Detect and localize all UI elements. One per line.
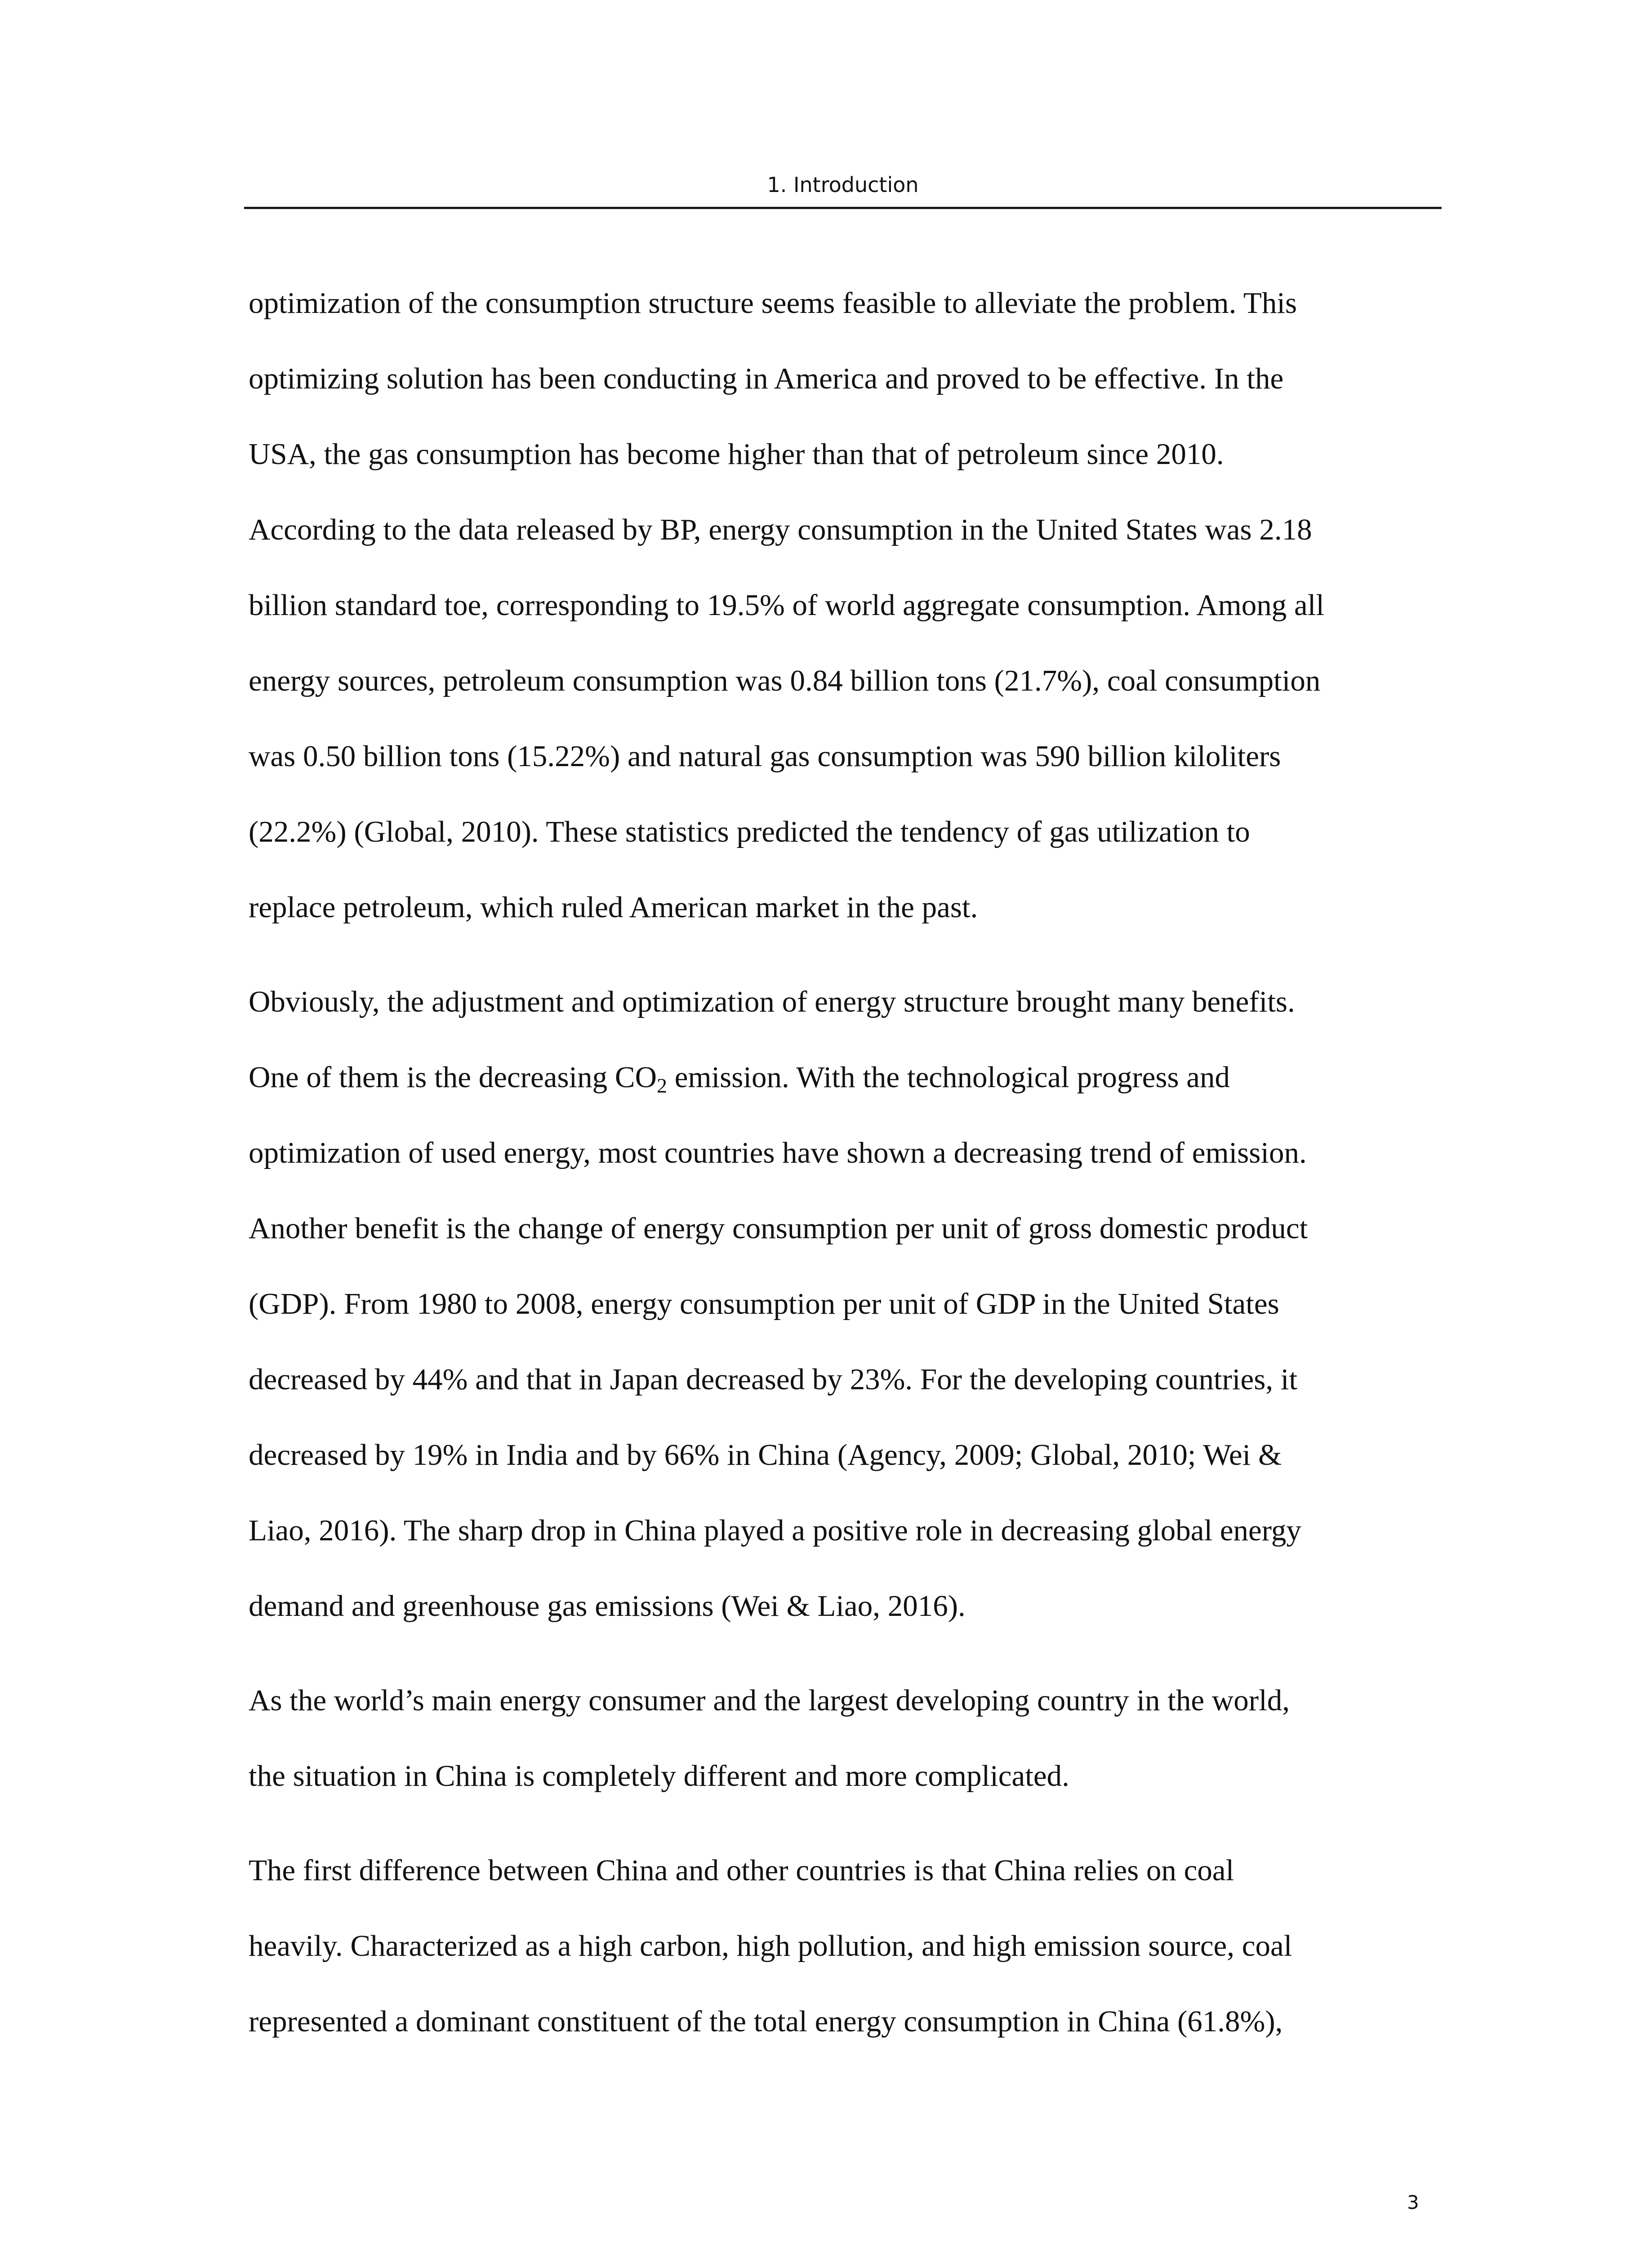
text-line: was 0.50 billion tons (15.22%) and natural gas consumption was 590 billion kiloliters bbox=[249, 740, 1281, 773]
subscript: 2 bbox=[656, 1074, 667, 1097]
page-number: 3 bbox=[1407, 2191, 1419, 2213]
text-line: Obviously, the adjustment and optimization of energy structure brought many benefits. bbox=[249, 985, 1295, 1018]
text-line: energy sources, petroleum consumption was 0.84 billion tons (21.7%), coal consumption bbox=[249, 664, 1321, 697]
text-line: demand and greenhouse gas emissions (Wei & Liao, 2016). bbox=[249, 1589, 966, 1623]
text-line bbox=[249, 1039, 1453, 1115]
text-line: As the world’s main energy consumer and the largest developing country in the world, bbox=[249, 1684, 1290, 1717]
text-segment: One of them is the decreasing CO bbox=[249, 1061, 657, 1094]
text-line: According to the data released by BP, energy consumption in the United States was 2.18 bbox=[249, 513, 1312, 546]
text-line: The first difference between China and other countries is that China relies on coal bbox=[249, 1854, 1234, 1887]
text-line: (GDP). From 1980 to 2008, energy consumption per unit of GDP in the United States bbox=[249, 1287, 1279, 1320]
text-line: the situation in China is completely different and more complicated. bbox=[249, 1759, 1069, 1793]
text-line: heavily. Characterized as a high carbon, high pollution, and high emission source, coal bbox=[249, 1929, 1292, 1963]
paragraph bbox=[249, 1663, 1453, 1814]
text-line: replace petroleum, which ruled American market in the past. bbox=[249, 891, 978, 924]
text-line: decreased by 19% in India and by 66% in China (Agency, 2009; Global, 2010; Wei & bbox=[249, 1438, 1282, 1472]
text-line: optimization of used energy, most countries have shown a decreasing trend of emission. bbox=[249, 1136, 1307, 1169]
header-rule bbox=[244, 207, 1442, 209]
text-line: billion standard toe, corresponding to 19.5% of world aggregate consumption. Among all bbox=[249, 589, 1324, 622]
paragraph bbox=[249, 265, 1453, 945]
text-line: USA, the gas consumption has become higher than that of petroleum since 2010. bbox=[249, 437, 1224, 471]
text-line: (22.2%) (Global, 2010). These statistics predicted the tendency of gas utilization to bbox=[249, 815, 1250, 848]
body-text bbox=[249, 265, 1453, 2078]
text-line: Another benefit is the change of energy consumption per unit of gross domestic product bbox=[249, 1212, 1308, 1245]
text-segment: emission. With the technological progress and bbox=[667, 1061, 1230, 1094]
text-line: optimizing solution has been conducting in America and proved to be effective. In the bbox=[249, 362, 1284, 395]
paragraph bbox=[249, 964, 1453, 1644]
text-line: decreased by 44% and that in Japan decreased by 23%. For the developing countries, it bbox=[249, 1363, 1298, 1396]
text-line: represented a dominant constituent of the total energy consumption in China (61.8%), bbox=[249, 2005, 1283, 2038]
text-line: optimization of the consumption structure seems feasible to alleviate the problem. This bbox=[249, 286, 1297, 320]
running-header: 1. Introduction bbox=[767, 173, 919, 197]
paragraph bbox=[249, 1833, 1453, 2059]
text-line: Liao, 2016). The sharp drop in China played a positive role in decreasing global energy bbox=[249, 1514, 1301, 1547]
